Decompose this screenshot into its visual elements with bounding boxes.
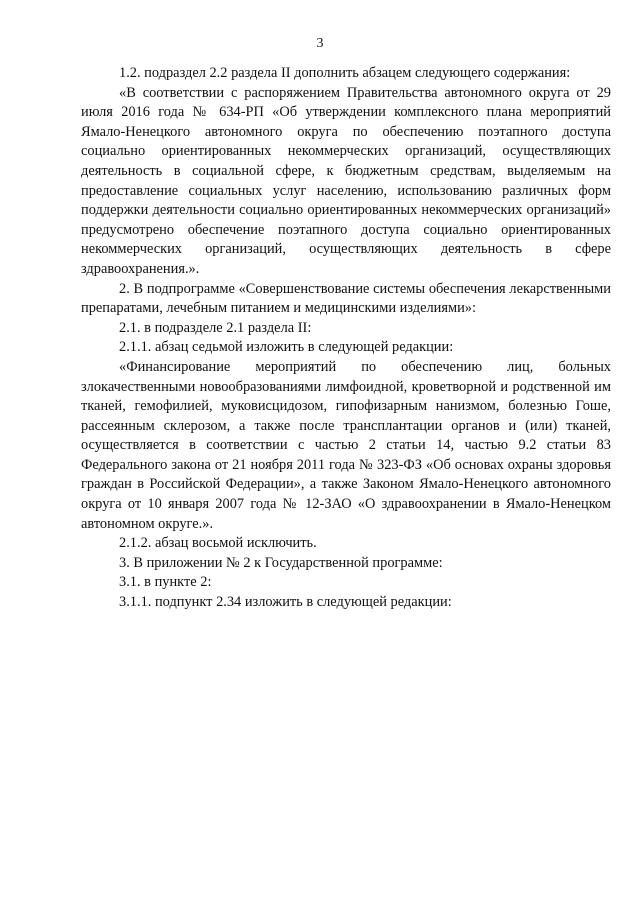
page-number: 3: [316, 36, 324, 51]
paragraph-2-1-1: 2.1.1. абзац седьмой изложить в следующей редакции:: [119, 339, 454, 356]
paragraph-3-1-1: 3.1.1. подпункт 2.34 изложить в следующей редакции:: [119, 594, 452, 611]
paragraph-financing-quote: «Финансирование мероприятий по обеспечению лиц, больных злокачественными новообразованиями лимфоидной, кроветворной и родственной им тканей, гемофилией, муковисцидозом, гипофизарным нанизмом, болезнью Гоше, рассеянным склерозом, а также после трансплантации органов и (или) тканей, осуществляется в соответствии с частью 2 статьи 14, частью 9.2 статьи 83 Федерального закона от 21 ноября 2011 года № 323-ФЗ «Об основах охраны здоровья граждан в Российской Федерации», а также Законом Ямало-Ненецкого автономного округа от 10 января 2007 года № 12-ЗАО «О здравоохранении в Ямало-Ненецком автономном округе.».: [81, 358, 611, 532]
paragraph-2-1: 2.1. в подразделе 2.1 раздела II:: [119, 319, 312, 336]
paragraph-3-1: 3.1. в пункте 2:: [119, 574, 212, 591]
paragraph-3-appendix: 3. В приложении № 2 к Государственной программе:: [119, 554, 443, 571]
paragraph-2-subprogram: 2. В подпрограмме «Совершенствование системы обеспечения лекарственными препаратами, лечебным питанием и медицинскими изделиями»:: [81, 280, 611, 317]
paragraph-1-2-heading: 1.2. подраздел 2.2 раздела II дополнить абзацем следующего содержания:: [119, 65, 571, 81]
paragraph-2-1-2: 2.1.2. абзац восьмой исключить.: [119, 535, 317, 552]
paragraph-quoted-addition: «В соответствии с распоряжением Правительства автономного округа от 29 июля 2016 года № 634-РП «Об утверждении комплексного плана мероприятий Ямало-Ненецкого автономного округа по обеспечению поэтапного доступа социально ориентированных некоммерческих организаций, осуществляющих деятельность в социальной сфере, к бюджетным средствам, выделяемым на предоставление социальных услуг населению, использованию различных форм поддержки деятельности социально ориентированных некоммерческих организаций» предусмотрено обеспечение поэтапного доступа социально ориентированных некоммерческих организаций, осуществляющих деятельность в сфере здравоохранения.».: [81, 84, 611, 277]
document-body: [81, 64, 611, 613]
